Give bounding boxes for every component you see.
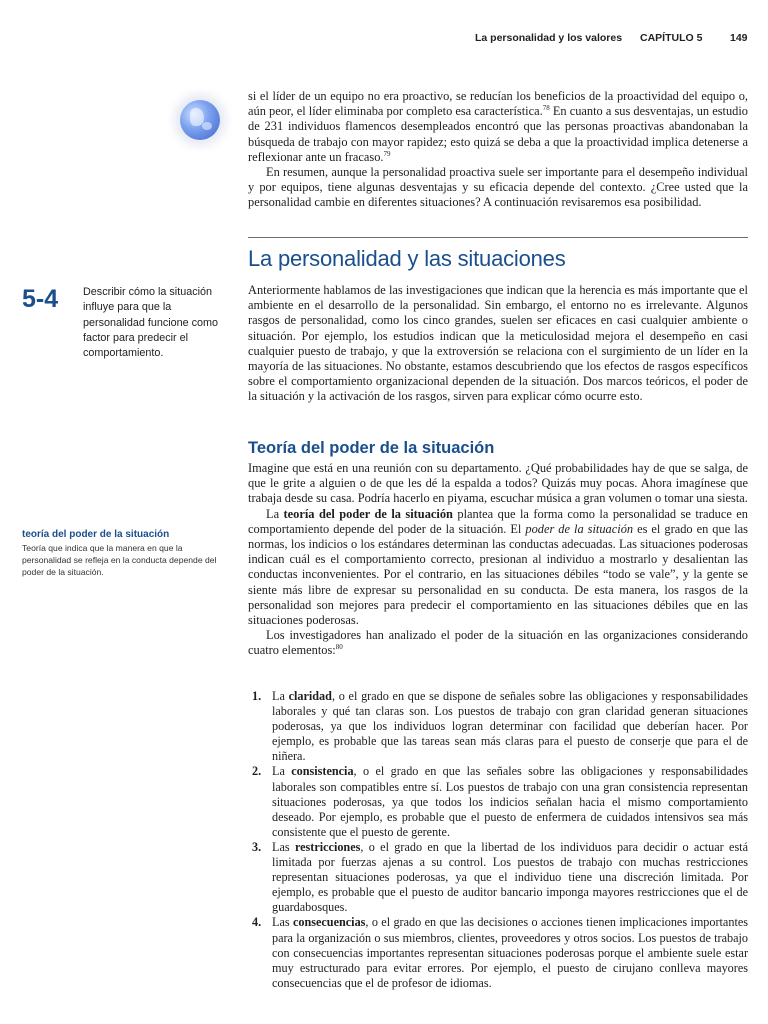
elements-list <box>252 689 748 991</box>
subsection-paragraph-1: Imagine que está en una reunión con su departamento. ¿Qué probabilidades hay de que se salga, de que le grite a alguien o de que les dé la espalda a todos? Quizás muy pocas. Ahora imagínese que trabaja desde su casa. Podría hacerlo en piyama, escuchar música a gran volumen o tomar una siesta. <box>248 461 748 506</box>
running-header <box>0 32 768 48</box>
italic-term: poder de la situación <box>525 521 634 536</box>
intro-paragraph-2: En resumen, aunque la personalidad proactiva suele ser importante para el desempeño individual y por equipos, tiene algunas desventajas y su eficacia depende del contexto. ¿Cree usted que la personalidad cambie en diferentes situaciones? A continuación revisaremos esa posibilidad. <box>248 165 748 210</box>
key-term: teoría del poder de la situación <box>283 506 453 521</box>
learning-objective-number: 5-4 <box>22 285 59 313</box>
list-term: restricciones <box>294 839 361 854</box>
glossary-term: teoría del poder de la situación <box>22 529 170 540</box>
section-divider <box>248 237 748 238</box>
list-term: consistencia <box>291 764 354 779</box>
subsection-title: Teoría del poder de la situación <box>248 439 495 457</box>
list-item: 1. La claridad, o el grado en que se dispone de señales sobre las obligaciones y responsabilidades laborales y qué tan claras son. Los puestos de trabajo con gran claridad generan situaciones poderosas, ya que los individuos logran determinar con facilidad que deberían hacer. Por ejemplo, es probable que las tareas sean más claras para el puesto de conserje que para el de niñera. <box>252 689 748 764</box>
globe-icon <box>180 100 220 140</box>
subsection-paragraph-3: Los investigadores han analizado el poder de la situación en las organizaciones considerando cuatro elementos:$^{80}$ <box>248 628 748 658</box>
list-term: consecuencias <box>292 915 366 930</box>
footnote-ref: 79 <box>383 149 391 158</box>
footnote-ref: 78 <box>542 104 550 113</box>
subsection-paragraph-2: La teoría del poder de la situación plantea que la forma como la personalidad se traduce en comportamiento depende del poder de la situación. El poder de la situación es el grado en que las normas, los indicios o los estándares determinan las conductas adecuadas. Las situaciones poderosas indican cuál es el comportamiento correcto, presionan al individuo a mostrarlo y desalientan las conductas inconvenientes. Por el contrario, en las situaciones débiles “todo se vale”, y la gente se siente más libre de expresar su personalidad en su conducta. De esta manera, los rasgos de la personalidad son mejores para predecir el comportamiento en las situaciones débiles que en las situaciones poderosas. <box>248 506 748 628</box>
glossary-box <box>22 528 222 579</box>
list-item: 4. Las consecuencias, o el grado en que las decisiones o acciones tienen implicaciones importantes para la organización o sus miembros, clientes, proveedores y otros socios. Los puestos de trabajo con consecuencias importantes representan situaciones poderosas porque el ambiente suele estar muy estructurado para evitar errores. Por ejemplo, el puesto de cirujano conlleva mayores consecuencias que el de profesor de idiomas. <box>252 915 748 990</box>
list-term: claridad <box>288 689 332 703</box>
section-body: Anteriormente hablamos de las investigaciones que indican que la herencia es más importante que el ambiente en el desarrollo de la personalidad. Sin embargo, el entorno no es irrelevante. Algunos rasgos de personalidad, como los cinco grandes, suelen ser eficaces en casi cualquier ambiente o situación. Por ejemplo, los estudios indican que la meticulosidad mejora el desempeño en casi cualquier puesto de trabajo, y que la extroversión se relaciona con el surgimiento de un líder en la mayoría de las situaciones. No obstante, estamos descubriendo que los efectos de rasgos específicos sobre el comportamiento organizacional dependen de la situación. Dos marcos teóricos, el poder de la situación y la activación de los rasgos, sirven para explicar cómo ocurre esto. <box>248 283 748 404</box>
list-item: 2. La consistencia, o el grado en que las señales sobre las obligaciones y responsabilidades laborales son compatibles entre sí. Los puestos de trabajo con una gran consistencia representan situaciones poderosas, ya que todos los indicios señalan hacia el mismo comportamiento deseado. Por ejemplo, es probable que el puesto de enfermera de cuidados intensivos sea más consistente que el puesto de gerente. <box>252 764 748 839</box>
glossary-definition: Teoría que indica que la manera en que la personalidad se refleja en la conducta depende del poder de la situación. <box>22 543 217 578</box>
page-number: 149 <box>730 32 748 44</box>
running-title: La personalidad y los valores <box>475 32 623 44</box>
section-title: La personalidad y las situaciones <box>248 246 566 271</box>
intro-paragraph-1: si el líder de un equipo no era proactivo, se reducían los beneficios de la proactividad del equipo o, aún peor, el líder eliminaba por completo esa característica.$^{78}$ En cuanto a sus desventajas, un estudio de 231 individuos flamencos desempleados encontró que las personas proactivas abandonaban la búsqueda de trabajo con mayor rapidez; esto quizá se deba a que la proactividad implica detenerse a reflexionar ante un fracaso.$^{79}$ <box>248 89 748 164</box>
list-item: 3. Las restricciones, o el grado en que la libertad de los individuos para decidir o actuar está limitada por fuerzas ajenas a su control. Los puestos de trabajo con muchas restricciones representan situaciones poderosas, ya que el individuo tiene una discreción limitada. Por ejemplo, es probable que el puesto de auditor bancario imponga mayores restricciones que el de guardabosques. <box>252 839 748 915</box>
footnote-ref: 80 <box>335 643 343 652</box>
chapter-label: CAPÍTULO 5 <box>640 32 703 44</box>
learning-objective-text: Describir cómo la situación influye para que la personalidad funcione como factor para predecir el comportamiento. <box>83 286 219 360</box>
subsection-body <box>248 461 748 659</box>
intro-text <box>248 89 748 211</box>
